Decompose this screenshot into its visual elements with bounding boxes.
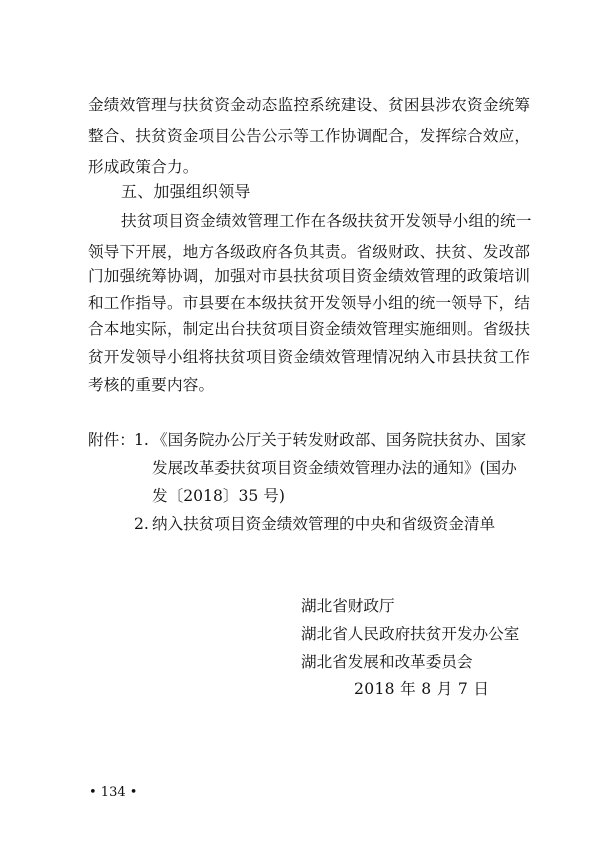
- attachments-label: 附件：: [88, 431, 135, 449]
- paragraph-line: 扶贫项目资金绩效管理工作在各级扶贫开发领导小组的统一: [121, 212, 532, 230]
- page-number: • 134 •: [89, 785, 138, 800]
- document-date: 2018 年 8 月 7 日: [354, 680, 490, 698]
- paragraph-line: 合本地实际，制定出台扶贫项目资金绩效管理实施细则。省级扶: [88, 320, 531, 338]
- paragraph-line: 领导下开展，地方各级政府各负其责。省级财政、扶贫、发改部: [88, 243, 531, 261]
- signatory: 湖北省财政厅: [301, 597, 395, 615]
- attachment-number: 1.: [134, 431, 149, 449]
- attachment-line: 《国务院办公厅关于转发财政部、国务院扶贫办、国家: [152, 431, 527, 449]
- signatory: 湖北省发展和改革委员会: [301, 653, 473, 671]
- attachment-line: 发展改革委扶贫项目资金绩效管理办法的通知》(国办: [152, 459, 517, 477]
- paragraph-line: 和工作指导。市县要在本级扶贫开发领导小组的统一领导下，结: [88, 294, 531, 312]
- paragraph-line: 门加强统筹协调，加强对市县扶贫项目资金绩效管理的政策培训: [88, 267, 531, 285]
- signatory: 湖北省人民政府扶贫开发办公室: [301, 625, 520, 643]
- section-heading: 五、加强组织领导: [121, 182, 251, 201]
- attachment-line: 纳入扶贫项目资金绩效管理的中央和省级资金清单: [152, 515, 496, 533]
- paragraph-line: 整合、扶贫资金项目公告公示等工作协调配合，发挥综合效应，: [88, 127, 531, 145]
- paragraph-line: 贫开发领导小组将扶贫项目资金绩效管理情况纳入市县扶贫工作: [88, 348, 531, 366]
- paragraph-line: 金绩效管理与扶贫资金动态监控系统建设、贫困县涉农资金统筹: [88, 96, 531, 114]
- paragraph-line: 形成政策合力。: [88, 158, 199, 176]
- attachment-number: 2.: [134, 515, 149, 533]
- paragraph-line: 考核的重要内容。: [88, 376, 215, 394]
- attachment-line: 发〔2018〕35 号): [152, 487, 285, 505]
